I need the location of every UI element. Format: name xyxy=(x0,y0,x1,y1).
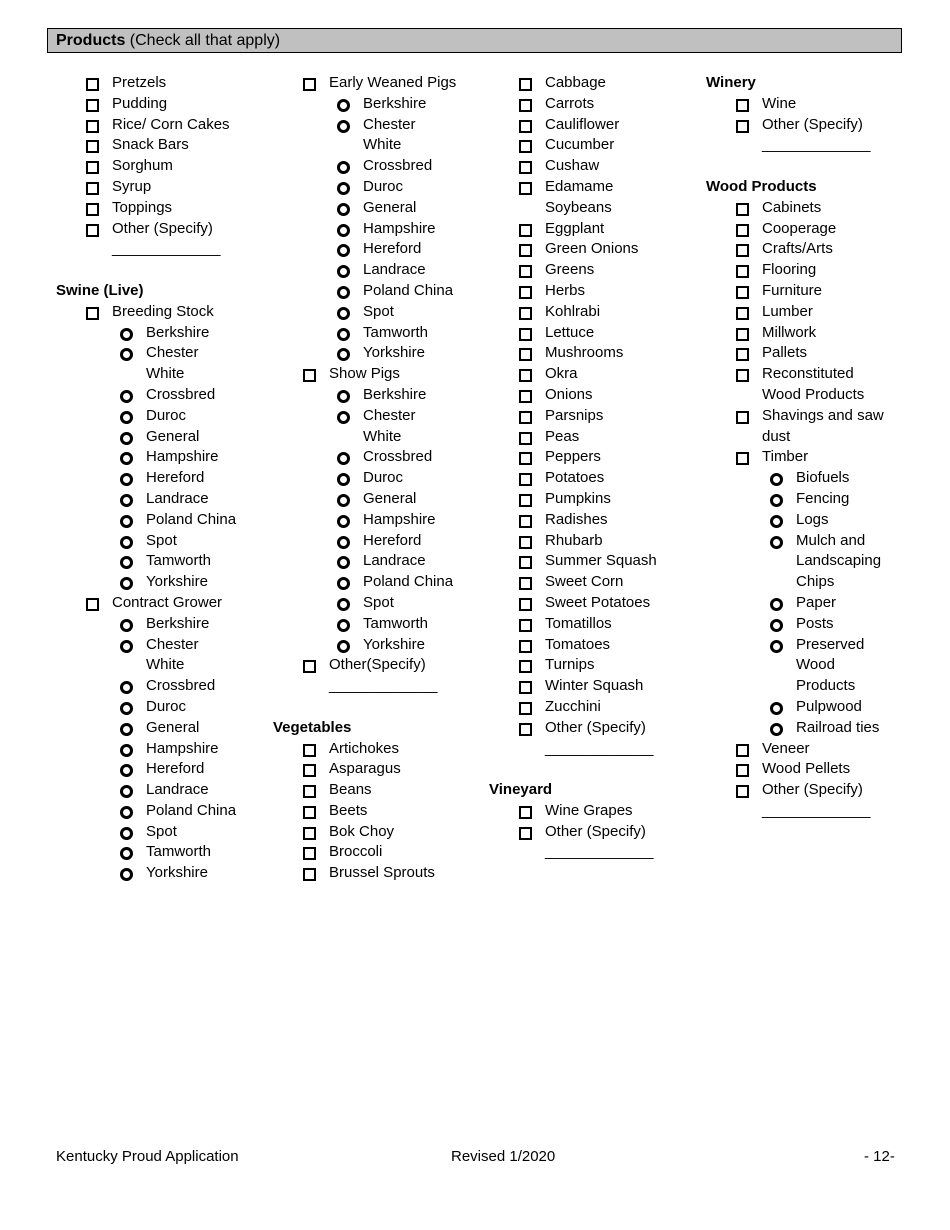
radio-item[interactable]: Hereford xyxy=(273,239,483,260)
checkbox[interactable] xyxy=(519,494,532,507)
checkbox-item-cont: Soybeans xyxy=(545,198,612,216)
checkbox-item[interactable]: Pretzels xyxy=(56,73,266,94)
checkbox[interactable] xyxy=(86,120,99,133)
radio[interactable] xyxy=(120,494,133,507)
checkbox-item[interactable]: Other (Specify) xyxy=(706,780,896,801)
radio[interactable] xyxy=(120,328,133,341)
radio[interactable] xyxy=(120,536,133,549)
radio-item[interactable]: Logs xyxy=(706,510,896,531)
radio-item[interactable]: Duroc xyxy=(273,468,483,489)
checkbox-item[interactable]: Crafts/Arts xyxy=(706,239,896,260)
heading-winery: Winery xyxy=(706,74,756,91)
checkbox[interactable] xyxy=(736,411,749,424)
radio[interactable] xyxy=(770,536,783,549)
checkbox-item[interactable]: Zucchini xyxy=(489,697,699,718)
checkbox-item-cont: dust xyxy=(762,427,791,445)
checkbox[interactable] xyxy=(303,806,316,819)
checkbox[interactable] xyxy=(303,369,316,382)
specify-blank[interactable]: _____________ xyxy=(545,739,654,757)
checkbox-item[interactable]: Rhubarb xyxy=(489,531,699,552)
checkbox-item[interactable]: Potatoes xyxy=(489,468,699,489)
checkbox-item[interactable]: Shavings and saw xyxy=(706,406,896,427)
checkbox-item[interactable]: Eggplant xyxy=(489,219,699,240)
checkbox-item[interactable]: Early Weaned Pigs xyxy=(273,73,483,94)
checkbox-item[interactable]: Wood Pellets xyxy=(706,759,896,780)
checkbox[interactable] xyxy=(519,99,532,112)
checkbox-item[interactable]: Peas xyxy=(489,427,699,448)
checkbox-item[interactable]: Pudding xyxy=(56,94,266,115)
checkbox-item[interactable]: Pallets xyxy=(706,343,896,364)
specify-blank[interactable]: _____________ xyxy=(762,136,871,154)
checkbox[interactable] xyxy=(736,348,749,361)
checkbox[interactable] xyxy=(86,99,99,112)
checkbox[interactable] xyxy=(736,764,749,777)
checkbox[interactable] xyxy=(303,785,316,798)
radio[interactable] xyxy=(337,619,350,632)
radio[interactable] xyxy=(120,452,133,465)
checkbox-item[interactable]: Snack Bars xyxy=(56,135,266,156)
radio[interactable] xyxy=(120,827,133,840)
footer-page-number: - 12- xyxy=(864,1148,895,1165)
radio-item-cont: White xyxy=(363,427,402,445)
radio[interactable] xyxy=(337,473,350,486)
checkbox-item[interactable]: Parsnips xyxy=(489,406,699,427)
checkbox[interactable] xyxy=(303,847,316,860)
checkbox-item[interactable]: Kohlrabi xyxy=(489,302,699,323)
radio[interactable] xyxy=(337,411,350,424)
radio[interactable] xyxy=(120,348,133,361)
radio[interactable] xyxy=(337,286,350,299)
checkbox[interactable] xyxy=(86,182,99,195)
radio-item[interactable]: Posts xyxy=(706,614,896,635)
checkbox[interactable] xyxy=(519,265,532,278)
checkbox[interactable] xyxy=(519,723,532,736)
checkbox-item[interactable]: Timber xyxy=(706,447,896,468)
checkbox-item[interactable]: Other (Specify) xyxy=(706,115,896,136)
checkbox[interactable] xyxy=(736,203,749,216)
checkbox[interactable] xyxy=(519,681,532,694)
column-2 xyxy=(273,73,483,884)
checkbox-item[interactable]: Turnips xyxy=(489,655,699,676)
radio[interactable] xyxy=(770,598,783,611)
checkbox[interactable] xyxy=(519,556,532,569)
radio-item[interactable]: Yorkshire xyxy=(56,572,266,593)
footer-revision: Revised 1/2020 xyxy=(451,1148,556,1165)
checkbox-item[interactable]: Veneer xyxy=(706,739,896,760)
checkbox-item[interactable]: Wine Grapes xyxy=(489,801,699,822)
checkbox-item[interactable]: Reconstituted xyxy=(706,364,896,385)
radio-item[interactable]: Crossbred xyxy=(273,447,483,468)
radio-item[interactable]: Hampshire xyxy=(273,510,483,531)
checkbox[interactable] xyxy=(519,577,532,590)
checkbox-item[interactable]: Bok Choy xyxy=(273,822,483,843)
checkbox[interactable] xyxy=(86,224,99,237)
checkbox[interactable] xyxy=(519,598,532,611)
radio-item[interactable]: Hereford xyxy=(56,468,266,489)
checkbox[interactable] xyxy=(519,702,532,715)
checkbox-item[interactable]: Peppers xyxy=(489,447,699,468)
checkbox-item[interactable]: Tomatoes xyxy=(489,635,699,656)
section-header xyxy=(47,28,902,53)
checkbox-item-cont: Wood Products xyxy=(762,385,865,403)
checkbox[interactable] xyxy=(303,660,316,673)
checkbox-item[interactable]: Other (Specify) xyxy=(489,718,699,739)
radio-item-cont: Chips xyxy=(796,573,835,591)
checkbox-item[interactable]: Pumpkins xyxy=(489,489,699,510)
checkbox[interactable] xyxy=(86,598,99,611)
checkbox[interactable] xyxy=(736,369,749,382)
checkbox[interactable] xyxy=(736,265,749,278)
radio-item-cont: White xyxy=(146,656,185,674)
footer-title: Kentucky Proud Application xyxy=(56,1148,239,1165)
checkbox-item[interactable]: Furniture xyxy=(706,281,896,302)
checkbox-item[interactable]: Contract Grower xyxy=(56,593,266,614)
checkbox[interactable] xyxy=(519,182,532,195)
checkbox-item[interactable]: Other (Specify) xyxy=(489,822,699,843)
radio-item[interactable]: Spot xyxy=(273,302,483,323)
radio[interactable] xyxy=(337,577,350,590)
radio[interactable] xyxy=(120,515,133,528)
radio-item[interactable]: Duroc xyxy=(56,697,266,718)
radio[interactable] xyxy=(337,120,350,133)
radio-item[interactable]: Yorkshire xyxy=(273,343,483,364)
checkbox-item[interactable]: Brussel Sprouts xyxy=(273,863,483,884)
radio-item[interactable]: Poland China xyxy=(273,572,483,593)
specify-blank[interactable]: _____________ xyxy=(112,240,221,258)
radio-item[interactable]: Landrace xyxy=(273,551,483,572)
radio-item[interactable]: Hereford xyxy=(273,531,483,552)
radio[interactable] xyxy=(120,577,133,590)
checkbox[interactable] xyxy=(519,224,532,237)
radio[interactable] xyxy=(770,515,783,528)
radio-item[interactable]: Fencing xyxy=(706,489,896,510)
checkbox-item[interactable]: Other(Specify) xyxy=(273,655,483,676)
checkbox-item[interactable]: Artichokes xyxy=(273,739,483,760)
checkbox-item[interactable]: Okra xyxy=(489,364,699,385)
radio-item[interactable]: Preserved xyxy=(706,635,896,656)
checkbox-item[interactable]: Edamame xyxy=(489,177,699,198)
radio-item[interactable]: Crossbred xyxy=(273,156,483,177)
radio-item-cont: Landscaping xyxy=(796,552,882,570)
radio-item[interactable]: General xyxy=(273,198,483,219)
radio-item-cont: Wood xyxy=(796,656,835,674)
radio[interactable] xyxy=(120,390,133,403)
radio[interactable] xyxy=(120,619,133,632)
checkbox[interactable] xyxy=(519,307,532,320)
checkbox[interactable] xyxy=(519,452,532,465)
checkbox[interactable] xyxy=(736,744,749,757)
radio[interactable] xyxy=(337,99,350,112)
radio-item[interactable]: Mulch and xyxy=(706,531,896,552)
radio-item[interactable]: Tamworth xyxy=(56,551,266,572)
checkbox-item[interactable]: Wine xyxy=(706,94,896,115)
checkbox-item[interactable]: Lumber xyxy=(706,302,896,323)
radio[interactable] xyxy=(337,224,350,237)
radio[interactable] xyxy=(337,515,350,528)
checkbox-item[interactable]: Cucumber xyxy=(489,135,699,156)
radio[interactable] xyxy=(337,536,350,549)
radio-item[interactable]: Chester xyxy=(273,406,483,427)
checkbox-item[interactable]: Beets xyxy=(273,801,483,822)
checkbox-item[interactable]: Cabinets xyxy=(706,198,896,219)
radio-item[interactable]: Hereford xyxy=(56,759,266,780)
checkbox-item[interactable]: Herbs xyxy=(489,281,699,302)
radio[interactable] xyxy=(770,702,783,715)
checkbox[interactable] xyxy=(519,473,532,486)
checkbox[interactable] xyxy=(519,640,532,653)
checkbox[interactable] xyxy=(303,744,316,757)
checkbox-item[interactable]: Other (Specify) xyxy=(56,219,266,240)
radio[interactable] xyxy=(337,265,350,278)
radio-item[interactable]: Railroad ties xyxy=(706,718,896,739)
checkbox[interactable] xyxy=(736,328,749,341)
radio[interactable] xyxy=(337,556,350,569)
radio-item[interactable]: General xyxy=(56,427,266,448)
radio-item-cont: White xyxy=(146,365,185,383)
radio[interactable] xyxy=(120,744,133,757)
checkbox-item[interactable]: Toppings xyxy=(56,198,266,219)
radio-item[interactable]: Paper xyxy=(706,593,896,614)
checkbox[interactable] xyxy=(519,78,532,91)
checkbox-item[interactable]: Cushaw xyxy=(489,156,699,177)
radio[interactable] xyxy=(120,681,133,694)
checkbox-item[interactable]: Tomatillos xyxy=(489,614,699,635)
checkbox-item[interactable]: Syrup xyxy=(56,177,266,198)
checkbox[interactable] xyxy=(519,140,532,153)
checkbox[interactable] xyxy=(86,161,99,174)
checkbox-item[interactable]: Sweet Potatoes xyxy=(489,593,699,614)
radio-item[interactable]: Yorkshire xyxy=(56,863,266,884)
radio[interactable] xyxy=(770,494,783,507)
radio[interactable] xyxy=(337,307,350,320)
checkbox[interactable] xyxy=(303,764,316,777)
checkbox[interactable] xyxy=(86,78,99,91)
checkbox[interactable] xyxy=(519,286,532,299)
checkbox-item[interactable]: Carrots xyxy=(489,94,699,115)
radio[interactable] xyxy=(337,452,350,465)
checkbox-item[interactable]: Asparagus xyxy=(273,759,483,780)
radio-item[interactable]: Tamworth xyxy=(273,323,483,344)
heading-vegetables: Vegetables xyxy=(273,718,352,736)
radio[interactable] xyxy=(120,847,133,860)
checkbox[interactable] xyxy=(86,203,99,216)
specify-blank[interactable]: _____________ xyxy=(329,677,438,695)
checkbox[interactable] xyxy=(86,307,99,320)
radio-item[interactable]: Spot xyxy=(56,822,266,843)
radio-item[interactable]: Biofuels xyxy=(706,468,896,489)
checkbox-item[interactable]: Rice/ Corn Cakes xyxy=(56,115,266,136)
radio[interactable] xyxy=(337,203,350,216)
checkbox[interactable] xyxy=(519,390,532,403)
checkbox[interactable] xyxy=(303,827,316,840)
column-1 xyxy=(56,73,266,884)
radio[interactable] xyxy=(120,640,133,653)
checkbox[interactable] xyxy=(736,286,749,299)
checkbox[interactable] xyxy=(736,785,749,798)
radio-item[interactable]: Chester xyxy=(273,115,483,136)
radio-item[interactable]: Duroc xyxy=(273,177,483,198)
radio-item[interactable]: Chester xyxy=(56,343,266,364)
radio-item[interactable]: Crossbred xyxy=(56,676,266,697)
checkbox[interactable] xyxy=(519,244,532,257)
checkbox-item[interactable]: Onions xyxy=(489,385,699,406)
radio[interactable] xyxy=(120,723,133,736)
radio[interactable] xyxy=(770,619,783,632)
checkbox-item[interactable]: Cauliflower xyxy=(489,115,699,136)
radio-item[interactable]: General xyxy=(273,489,483,510)
radio-item[interactable]: General xyxy=(56,718,266,739)
column-3 xyxy=(489,73,699,863)
checkbox-item[interactable]: Broccoli xyxy=(273,842,483,863)
radio-item[interactable]: Landrace xyxy=(56,489,266,510)
radio-item[interactable]: Poland China xyxy=(273,281,483,302)
checkbox[interactable] xyxy=(736,452,749,465)
checkbox[interactable] xyxy=(519,536,532,549)
radio[interactable] xyxy=(337,328,350,341)
checkbox[interactable] xyxy=(736,244,749,257)
checkbox-item[interactable]: Green Onions xyxy=(489,239,699,260)
checkbox[interactable] xyxy=(519,432,532,445)
specify-blank[interactable]: _____________ xyxy=(545,843,654,861)
radio-item[interactable]: Crossbred xyxy=(56,385,266,406)
radio-item-cont: Products xyxy=(796,677,856,695)
checkbox-item[interactable]: Beans xyxy=(273,780,483,801)
checkbox[interactable] xyxy=(303,78,316,91)
checkbox[interactable] xyxy=(519,369,532,382)
specify-blank[interactable]: _____________ xyxy=(762,801,871,819)
section-title: Products xyxy=(56,32,126,49)
radio-item[interactable]: Berkshire xyxy=(273,385,483,406)
radio[interactable] xyxy=(120,764,133,777)
radio-item[interactable]: Landrace xyxy=(273,260,483,281)
radio[interactable] xyxy=(337,494,350,507)
checkbox[interactable] xyxy=(736,307,749,320)
radio-item[interactable]: Hampshire xyxy=(56,447,266,468)
radio-item[interactable]: Tamworth xyxy=(273,614,483,635)
radio[interactable] xyxy=(120,785,133,798)
checkbox[interactable] xyxy=(736,99,749,112)
radio-item[interactable]: Berkshire xyxy=(56,323,266,344)
checkbox[interactable] xyxy=(519,827,532,840)
radio[interactable] xyxy=(120,556,133,569)
checkbox-item[interactable]: Show Pigs xyxy=(273,364,483,385)
radio[interactable] xyxy=(120,432,133,445)
checkbox[interactable] xyxy=(303,868,316,881)
heading-swine: Swine (Live) xyxy=(56,281,144,299)
radio[interactable] xyxy=(337,640,350,653)
checkbox[interactable] xyxy=(519,411,532,424)
radio-item[interactable]: Spot xyxy=(273,593,483,614)
checkbox[interactable] xyxy=(519,120,532,133)
radio-item[interactable]: Yorkshire xyxy=(273,635,483,656)
column-4 xyxy=(706,73,896,822)
checkbox-item[interactable]: Breeding Stock xyxy=(56,302,266,323)
radio-item-cont: White xyxy=(363,136,402,154)
radio-item[interactable]: Berkshire xyxy=(273,94,483,115)
checkbox[interactable] xyxy=(519,806,532,819)
heading-vineyard: Vineyard xyxy=(489,781,553,799)
checkbox-item[interactable]: Mushrooms xyxy=(489,343,699,364)
checkbox-item[interactable]: Sweet Corn xyxy=(489,572,699,593)
radio[interactable] xyxy=(337,161,350,174)
radio-item[interactable]: Berkshire xyxy=(56,614,266,635)
radio-item[interactable]: Duroc xyxy=(56,406,266,427)
checkbox-item[interactable]: Cabbage xyxy=(489,73,699,94)
radio[interactable] xyxy=(120,806,133,819)
radio-item[interactable]: Spot xyxy=(56,531,266,552)
checkbox-item[interactable]: Greens xyxy=(489,260,699,281)
radio-item[interactable]: Poland China xyxy=(56,801,266,822)
radio[interactable] xyxy=(770,640,783,653)
checkbox[interactable] xyxy=(736,120,749,133)
radio[interactable] xyxy=(120,473,133,486)
checkbox[interactable] xyxy=(736,224,749,237)
checkbox[interactable] xyxy=(519,348,532,361)
radio-item[interactable]: Pulpwood xyxy=(706,697,896,718)
radio-item[interactable]: Hampshire xyxy=(273,219,483,240)
heading-wood-products: Wood Products xyxy=(706,177,817,195)
radio[interactable] xyxy=(120,702,133,715)
radio[interactable] xyxy=(337,244,350,257)
radio[interactable] xyxy=(120,411,133,424)
radio-item[interactable]: Landrace xyxy=(56,780,266,801)
checkbox[interactable] xyxy=(519,660,532,673)
checkbox[interactable] xyxy=(519,161,532,174)
checkbox-item[interactable]: Cooperage xyxy=(706,219,896,240)
checkbox-item[interactable]: Lettuce xyxy=(489,323,699,344)
radio-item[interactable]: Hampshire xyxy=(56,739,266,760)
radio[interactable] xyxy=(120,868,133,881)
radio[interactable] xyxy=(770,473,783,486)
radio[interactable] xyxy=(770,723,783,736)
radio-item[interactable]: Tamworth xyxy=(56,842,266,863)
radio[interactable] xyxy=(337,598,350,611)
radio[interactable] xyxy=(337,182,350,195)
checkbox[interactable] xyxy=(519,328,532,341)
checkbox-item[interactable]: Radishes xyxy=(489,510,699,531)
checkbox[interactable] xyxy=(86,140,99,153)
radio-item[interactable]: Chester xyxy=(56,635,266,656)
section-subtitle: (Check all that apply) xyxy=(125,32,281,49)
checkbox-item[interactable]: Millwork xyxy=(706,323,896,344)
checkbox-item[interactable]: Summer Squash xyxy=(489,551,699,572)
checkbox-item[interactable]: Flooring xyxy=(706,260,896,281)
checkbox[interactable] xyxy=(519,515,532,528)
radio-item[interactable]: Poland China xyxy=(56,510,266,531)
checkbox-item[interactable]: Sorghum xyxy=(56,156,266,177)
checkbox-item[interactable]: Winter Squash xyxy=(489,676,699,697)
radio[interactable] xyxy=(337,390,350,403)
checkbox[interactable] xyxy=(519,619,532,632)
radio[interactable] xyxy=(337,348,350,361)
